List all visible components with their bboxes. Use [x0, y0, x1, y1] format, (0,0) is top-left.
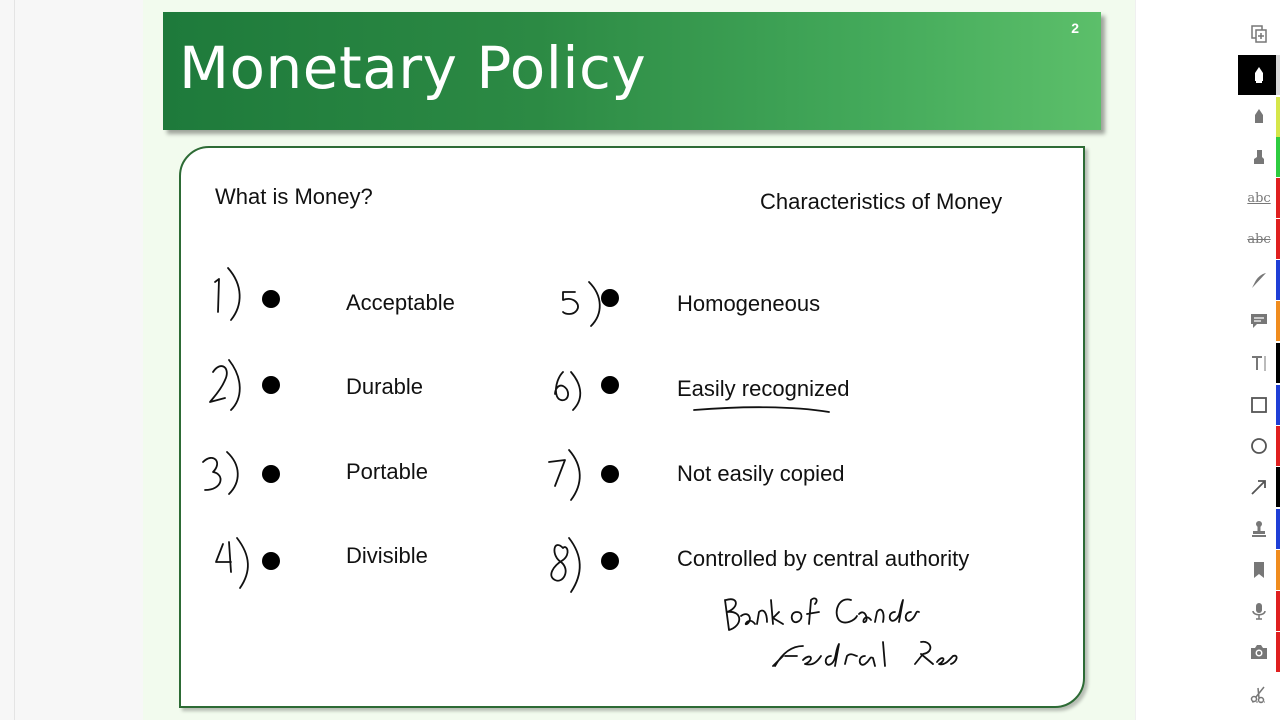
content-panel — [179, 146, 1085, 708]
strikethrough-text-icon: abc — [1247, 231, 1271, 247]
page-thumbnail-gutter — [0, 0, 144, 720]
comment-icon — [1249, 311, 1269, 331]
color-swatch — [1276, 260, 1280, 300]
highlighter-icon — [1249, 147, 1269, 167]
rectangle-icon — [1249, 395, 1269, 415]
comment-tool-button[interactable] — [1238, 301, 1280, 341]
camera-tool-button[interactable] — [1238, 632, 1280, 672]
color-swatch — [1276, 632, 1280, 672]
left-heading: What is Money? — [215, 184, 373, 209]
title-banner — [163, 12, 1101, 130]
color-swatch — [1276, 591, 1280, 631]
color-swatch — [1276, 467, 1280, 507]
bullet-point — [601, 465, 619, 483]
color-swatch — [1276, 137, 1280, 177]
add-page-button[interactable] — [1238, 14, 1280, 54]
color-swatch — [1276, 97, 1280, 137]
highlighter-tool-button[interactable] — [1238, 137, 1280, 177]
slide-title: Monetary Policy — [179, 34, 647, 102]
text-tool-icon — [1249, 353, 1269, 373]
list-item: Homogeneous — [677, 291, 821, 316]
list-item: Not easily copied — [677, 461, 845, 486]
color-swatch — [1276, 426, 1280, 466]
list-item: Easily recognized — [677, 376, 850, 401]
pen-tool-yellow-button[interactable] — [1238, 97, 1280, 137]
color-swatch — [1276, 509, 1280, 549]
underline-text-icon: abc — [1247, 190, 1271, 206]
quill-tool-button[interactable] — [1238, 260, 1280, 300]
right-heading: Characteristics of Money — [760, 189, 1003, 214]
color-swatch — [1276, 219, 1280, 259]
annotation-toolbar — [1238, 0, 1280, 720]
rectangle-tool-button[interactable] — [1238, 385, 1280, 425]
color-swatch — [1276, 343, 1280, 383]
color-swatch — [1276, 385, 1280, 425]
underline-text-tool-button[interactable] — [1238, 178, 1280, 218]
pen-tool-button[interactable] — [1238, 55, 1280, 95]
bullet-point — [262, 290, 280, 308]
list-item: Acceptable — [346, 290, 455, 315]
list-item: Durable — [346, 374, 424, 399]
text-tool-button[interactable] — [1238, 343, 1280, 383]
list-item: Divisible — [346, 543, 428, 568]
scroll-gutter — [1135, 0, 1239, 720]
pen-icon — [1249, 107, 1269, 127]
strikethrough-text-tool-button[interactable] — [1238, 219, 1280, 259]
color-swatch — [1276, 550, 1280, 590]
bullet-point — [601, 376, 619, 394]
microphone-icon — [1249, 601, 1269, 621]
list-item: Controlled by central authority — [677, 546, 970, 571]
circle-tool-button[interactable] — [1238, 426, 1280, 466]
slide-number: 2 — [1071, 20, 1079, 36]
stamp-icon — [1249, 519, 1269, 539]
minus-icon — [1252, 0, 1266, 6]
scissors-icon — [1249, 684, 1269, 704]
color-swatch — [1276, 301, 1280, 341]
stamp-tool-button[interactable] — [1238, 509, 1280, 549]
microphone-tool-button[interactable] — [1238, 591, 1280, 631]
pen-color-swatch — [1276, 55, 1280, 95]
bookmark-tool-button[interactable] — [1238, 550, 1280, 590]
list-item: Portable — [346, 459, 428, 484]
bullet-point — [262, 552, 280, 570]
color-swatch — [1276, 178, 1280, 218]
add-page-icon — [1249, 24, 1269, 44]
pen-icon — [1249, 65, 1269, 85]
arrow-tool-button[interactable] — [1238, 467, 1280, 507]
scissors-tool-button[interactable] — [1238, 674, 1280, 714]
camera-icon — [1249, 642, 1269, 662]
circle-icon — [1249, 436, 1269, 456]
arrow-icon — [1249, 477, 1269, 497]
bullet-point — [601, 289, 619, 307]
slide-canvas[interactable] — [143, 0, 1135, 720]
bookmark-icon — [1249, 560, 1269, 580]
bullet-point — [262, 376, 280, 394]
bullet-point — [601, 552, 619, 570]
quill-icon — [1249, 270, 1269, 290]
bullet-point — [262, 465, 280, 483]
